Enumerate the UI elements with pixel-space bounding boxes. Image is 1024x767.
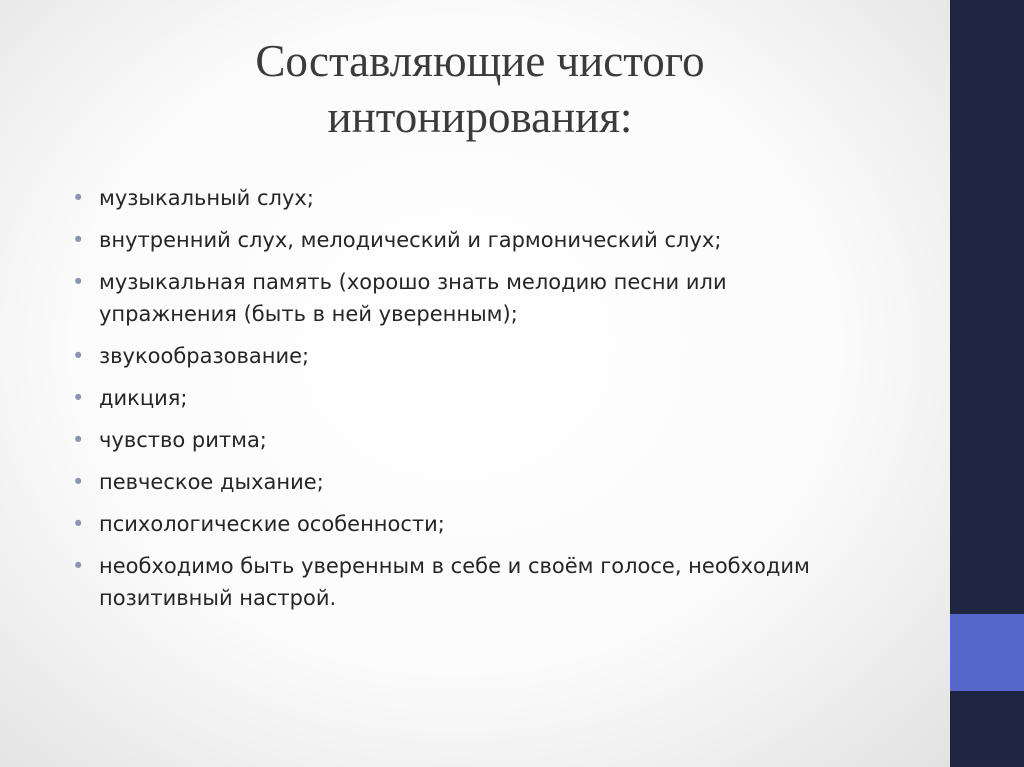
bullet-list [70, 182, 870, 624]
bullet-item [70, 224, 870, 256]
bullet-item [70, 382, 870, 414]
bullet-item [70, 466, 870, 498]
slide-title-line-1: Составляющие чистого [255, 36, 705, 86]
bullet-icon: • [72, 270, 85, 294]
bullet-icon: • [72, 554, 85, 578]
sidebar-accent-block [950, 614, 1024, 691]
bullet-text: дикция; [99, 386, 188, 410]
bullet-icon: • [72, 470, 85, 494]
bullet-icon: • [72, 228, 85, 252]
bullet-icon: • [72, 386, 85, 410]
bullet-icon: • [72, 186, 85, 210]
bullet-text: певческое дыхание; [99, 470, 324, 494]
bullet-text: внутренний слух, мелодический и гармонический слух; [99, 228, 722, 252]
bullet-icon: • [72, 344, 85, 368]
bullet-text: чувство ритма; [99, 428, 267, 452]
sidebar-decoration [950, 0, 1024, 767]
bullet-item [70, 266, 870, 330]
bullet-text: психологические особенности; [99, 512, 445, 536]
bullet-text: музыкальная память (хорошо знать мелодию песни или упражнения (быть в ней уверенным); [99, 270, 727, 326]
bullet-icon: • [72, 428, 85, 452]
bullet-icon: • [72, 512, 85, 536]
bullet-item [70, 508, 870, 540]
slide-title-line-2: интонирования: [327, 92, 633, 142]
slide-title [120, 33, 840, 145]
bullet-text: звукообразование; [99, 344, 310, 368]
bullet-text: музыкальный слух; [99, 186, 314, 210]
bullet-item [70, 550, 870, 614]
bullet-item [70, 424, 870, 456]
bullet-item [70, 182, 870, 214]
bullet-text: необходимо быть уверенным в себе и своём голосе, необходим позитивный настрой. [99, 554, 810, 610]
bullet-item [70, 340, 870, 372]
